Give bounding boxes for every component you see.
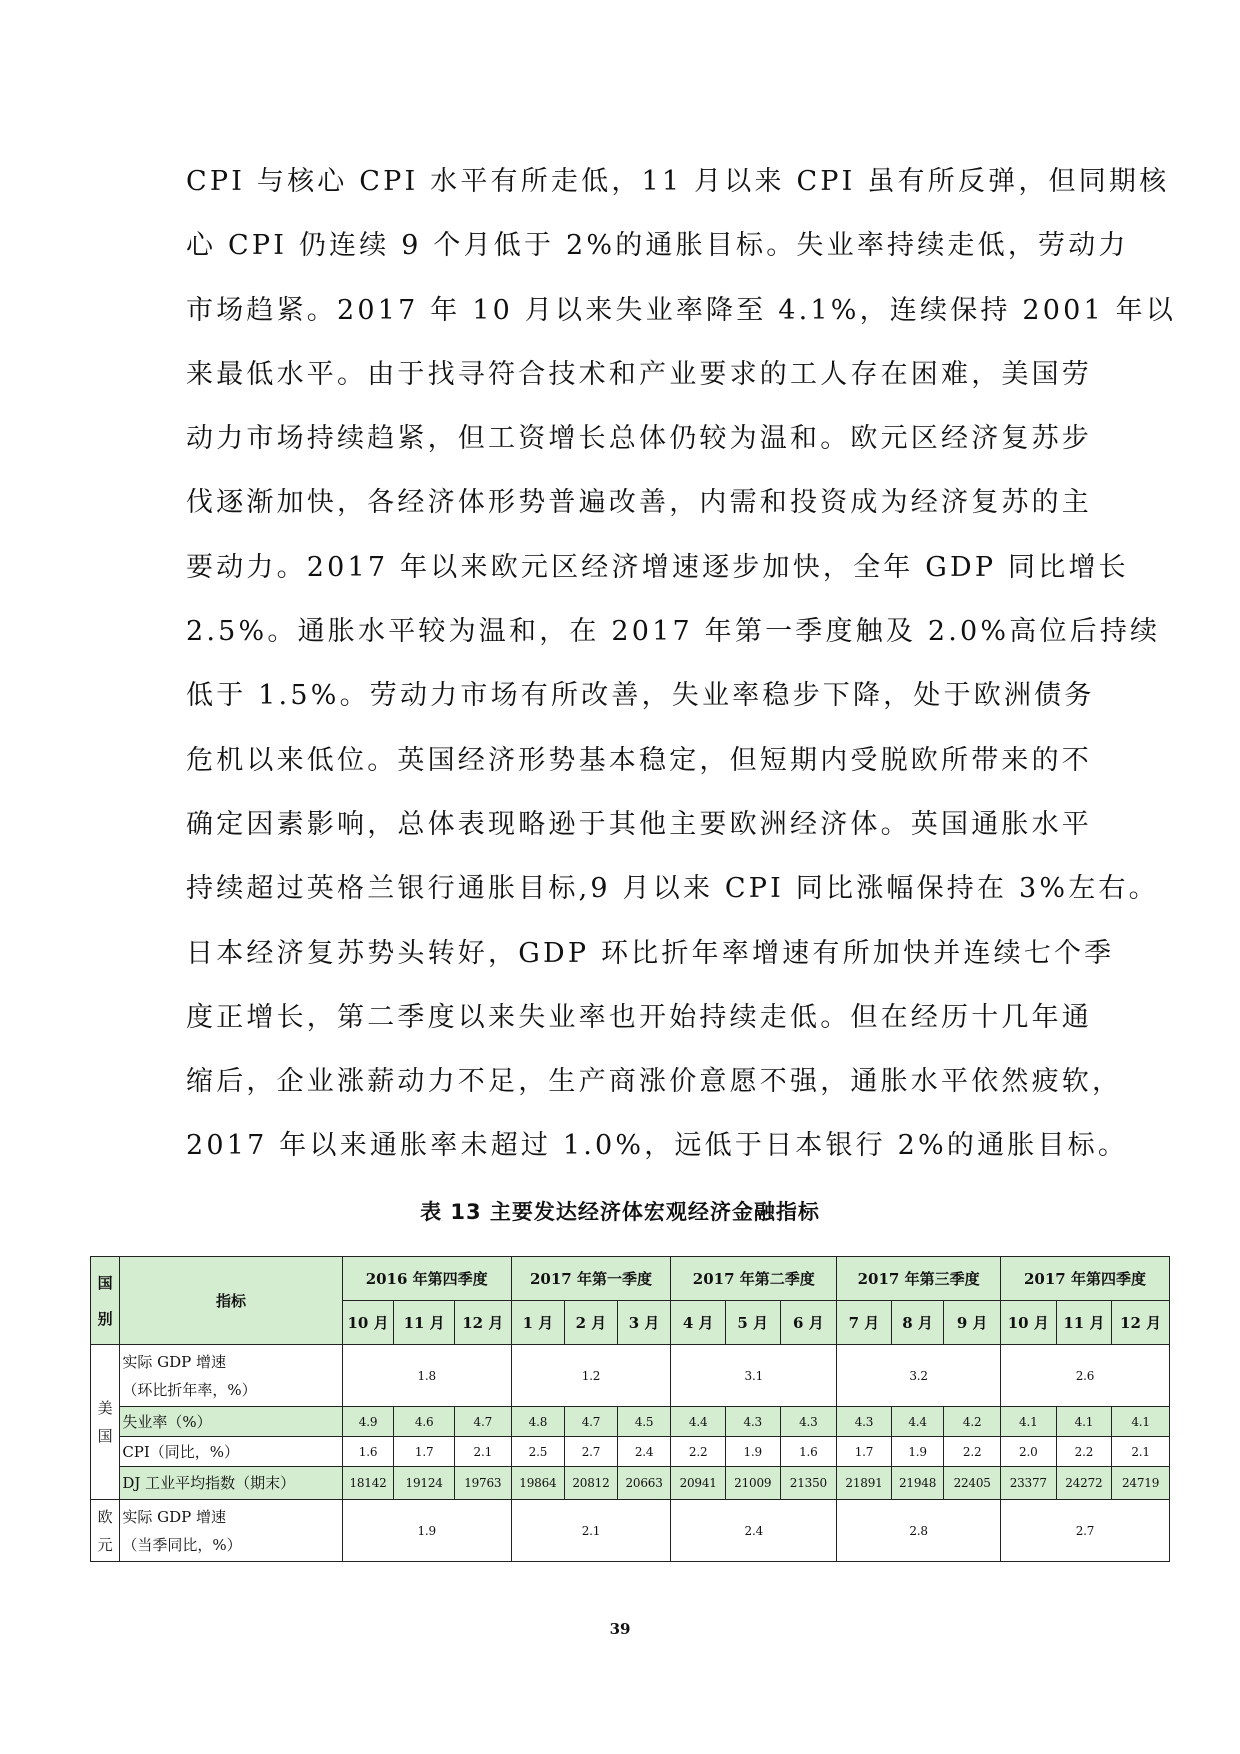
month-header: 2 月	[565, 1301, 618, 1345]
paragraph-line: 低于 1.5%。劳动力市场有所改善，失业率稳步下降，处于欧洲债务	[186, 680, 1095, 712]
us-unemployment-value: 4.2	[944, 1407, 1001, 1437]
us-cpi-value: 2.2	[1056, 1437, 1112, 1467]
month-header: 6 月	[780, 1301, 837, 1345]
paragraph-line: 要动力。2017 年以来欧元区经济增速逐步加快，全年 GDP 同比增长	[186, 551, 1129, 583]
us-dj-value: 24272	[1056, 1467, 1112, 1500]
us-cpi-value: 2.0	[1000, 1437, 1056, 1467]
us-unemployment-value: 4.4	[891, 1407, 944, 1437]
us-unemployment-value: 4.8	[511, 1407, 565, 1437]
month-header: 4 月	[671, 1301, 726, 1345]
euro-gdp-value: 2.7	[1000, 1500, 1169, 1562]
us-unemployment-value: 4.9	[342, 1407, 394, 1437]
month-header: 3 月	[617, 1301, 671, 1345]
us-dj-label: DJ 工业平均指数（期末）	[120, 1467, 342, 1500]
paragraph-line: 日本经济复苏势头转好，GDP 环比折年率增速有所加快并连续七个季	[186, 937, 1115, 969]
us-cpi-value: 2.7	[565, 1437, 618, 1467]
us-dj-value: 21948	[891, 1467, 944, 1500]
us-unemployment-value: 4.1	[1112, 1407, 1170, 1437]
paragraph-line: 市场趋紧。2017 年 10 月以来失业率降至 4.1%，连续保持 2001 年以	[186, 294, 1177, 326]
us-cpi-value: 2.1	[454, 1437, 511, 1467]
paragraph-line: 确定因素影响，总体表现略逊于其他主要欧洲经济体。英国通胀水平	[186, 808, 1092, 840]
us-gdp-value: 2.6	[1000, 1345, 1169, 1407]
paragraph-line: 危机以来低位。英国经济形势基本稳定，但短期内受脱欧所带来的不	[186, 744, 1092, 776]
us-cpi-value: 1.6	[780, 1437, 837, 1467]
us-unemployment-value: 4.1	[1056, 1407, 1112, 1437]
us-unemployment-value: 4.3	[780, 1407, 837, 1437]
euro-gdp-value: 2.8	[837, 1500, 1001, 1562]
quarter-header: 2017 年第三季度	[837, 1257, 1001, 1301]
paragraph-line: 2017 年以来通胀率未超过 1.0%，远低于日本银行 2%的通胀目标。	[186, 1130, 1129, 1162]
us-dj-value: 21350	[780, 1467, 837, 1500]
us-cpi-value: 2.2	[944, 1437, 1001, 1467]
quarter-header: 2017 年第一季度	[511, 1257, 671, 1301]
us-gdp-value: 1.2	[511, 1345, 671, 1407]
paragraph-line: 持续超过英格兰银行通胀目标,9 月以来 CPI 同比涨幅保持在 3%左右。	[186, 873, 1159, 905]
country-header: 国别	[91, 1257, 120, 1345]
us-dj-value: 23377	[1000, 1467, 1056, 1500]
us-gdp-value: 3.1	[671, 1345, 837, 1407]
us-unemployment-value: 4.1	[1000, 1407, 1056, 1437]
us-dj-value: 19864	[511, 1467, 565, 1500]
us-cpi-label: CPI（同比，%）	[120, 1437, 342, 1467]
us-cpi-value: 1.9	[725, 1437, 780, 1467]
indicators-table	[90, 1256, 1170, 1562]
month-header: 12 月	[1112, 1301, 1170, 1345]
us-gdp-value: 1.8	[342, 1345, 511, 1407]
quarter-header: 2017 年第二季度	[671, 1257, 837, 1301]
us-dj-value: 20663	[617, 1467, 671, 1500]
us-cpi-value: 2.2	[671, 1437, 726, 1467]
indicator-header: 指标	[120, 1257, 342, 1345]
euro-gdp-value: 2.4	[671, 1500, 837, 1562]
quarter-header: 2017 年第四季度	[1000, 1257, 1169, 1301]
paragraph-line: 来最低水平。由于找寻符合技术和产业要求的工人存在困难，美国劳	[186, 358, 1092, 390]
paragraph-line: 2.5%。通胀水平较为温和，在 2017 年第一季度触及 2.0%高位后持续	[186, 616, 1161, 648]
us-dj-value: 24719	[1112, 1467, 1170, 1500]
us-cpi-value: 2.4	[617, 1437, 671, 1467]
euro-gdp-value: 2.1	[511, 1500, 671, 1562]
month-header: 10 月	[342, 1301, 394, 1345]
month-header: 11 月	[394, 1301, 455, 1345]
us-unemployment-value: 4.5	[617, 1407, 671, 1437]
month-header: 8 月	[891, 1301, 944, 1345]
us-unemployment-value: 4.7	[454, 1407, 511, 1437]
us-cpi-value: 1.7	[837, 1437, 892, 1467]
table-caption: 表 13 主要发达经济体宏观经济金融指标	[420, 1200, 820, 1224]
us-dj-value: 20812	[565, 1467, 618, 1500]
month-header: 9 月	[944, 1301, 1001, 1345]
month-header: 1 月	[511, 1301, 565, 1345]
us-gdp-label: 实际 GDP 增速 （环比折年率，%）	[120, 1345, 342, 1407]
us-unemployment-value: 4.3	[837, 1407, 892, 1437]
month-header: 11 月	[1056, 1301, 1112, 1345]
paragraph-line: CPI 与核心 CPI 水平有所走低，11 月以来 CPI 虽有所反弹，但同期核	[186, 166, 1170, 197]
us-dj-value: 21009	[725, 1467, 780, 1500]
month-header: 7 月	[837, 1301, 892, 1345]
us-cpi-value: 2.1	[1112, 1437, 1170, 1467]
us-dj-value: 19763	[454, 1467, 511, 1500]
page-number: 39	[609, 1620, 631, 1638]
paragraph-line: 动力市场持续趋紧，但工资增长总体仍较为温和。欧元区经济复苏步	[186, 423, 1092, 455]
us-cpi-value: 1.9	[891, 1437, 944, 1467]
us-dj-value: 21891	[837, 1467, 892, 1500]
paragraph-line: 伐逐渐加快，各经济体形势普遍改善，内需和投资成为经济复苏的主	[186, 487, 1092, 519]
us-cpi-value: 1.6	[342, 1437, 394, 1467]
us-unemployment-value: 4.4	[671, 1407, 726, 1437]
us-unemployment-value: 4.3	[725, 1407, 780, 1437]
euro-gdp-value: 1.9	[342, 1500, 511, 1562]
country-euro: 欧元	[91, 1500, 120, 1562]
us-cpi-value: 2.5	[511, 1437, 565, 1467]
country-us: 美国	[91, 1345, 120, 1500]
quarter-header: 2016 年第四季度	[342, 1257, 511, 1301]
us-unemployment-value: 4.7	[565, 1407, 618, 1437]
us-dj-value: 19124	[394, 1467, 455, 1500]
us-dj-value: 22405	[944, 1467, 1001, 1500]
us-unemployment-label: 失业率（%）	[120, 1407, 342, 1437]
paragraph-line: 心 CPI 仍连续 9 个月低于 2%的通胀目标。失业率持续走低，劳动力	[186, 230, 1129, 262]
us-dj-value: 20941	[671, 1467, 726, 1500]
us-cpi-value: 1.7	[394, 1437, 455, 1467]
body-paragraph	[186, 150, 1177, 1179]
paragraph-line: 度正增长，第二季度以来失业率也开始持续走低。但在经历十几年通	[186, 1001, 1092, 1033]
month-header: 10 月	[1000, 1301, 1056, 1345]
month-header: 5 月	[725, 1301, 780, 1345]
us-unemployment-value: 4.6	[394, 1407, 455, 1437]
us-gdp-value: 3.2	[837, 1345, 1001, 1407]
paragraph-line: 缩后，企业涨薪动力不足，生产商涨价意愿不强，通胀水平依然疲软，	[186, 1066, 1123, 1098]
us-dj-value: 18142	[342, 1467, 394, 1500]
euro-gdp-label: 实际 GDP 增速 （当季同比，%）	[120, 1500, 342, 1562]
month-header: 12 月	[454, 1301, 511, 1345]
